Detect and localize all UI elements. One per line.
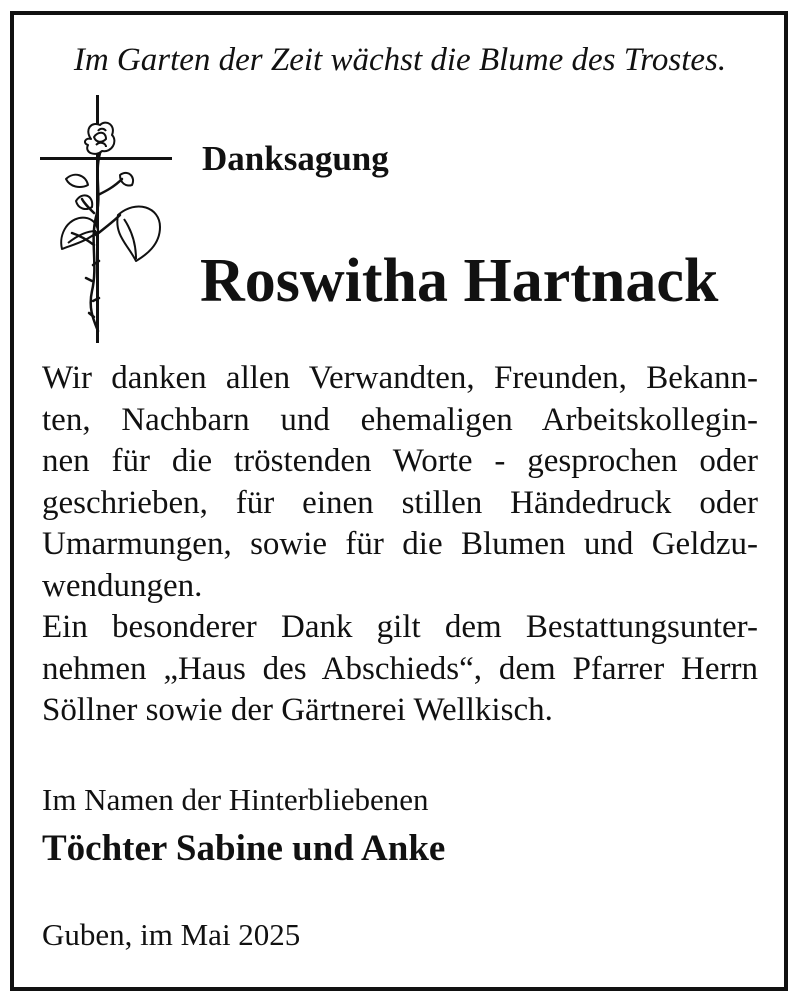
thank-you-text [42,358,758,732]
text-line: nen für die tröstenden Worte - gesprochen oder [42,443,758,479]
text-line: Umarmungen, sowie für die Blumen und Geldzu- [42,526,758,562]
cross-with-rose-icon [36,95,176,345]
closing-phrase: Im Namen der Hinterbliebenen [42,782,429,817]
text-line: wendungen. [42,567,203,604]
text-line: Ein besonderer Dank gilt dem Bestattungsunter- [42,609,758,645]
text-line: geschrieben, für einen stillen Händedruck oder [42,484,758,521]
deceased-name: Roswitha Hartnack [200,247,719,315]
place-and-date: Guben, im Mai 2025 [42,917,301,952]
motto-text: Im Garten der Zeit wächst die Blume des Trostes. [73,42,727,78]
text-line: Söllner sowie der Gärtnerei Wellkisch. [42,692,553,728]
text-line: ten, Nachbarn und ehemaligen Arbeitskollegin- [42,401,758,438]
heading-danksagung: Danksagung [202,139,389,178]
text-line: Wir danken allen Verwandten, Freunden, Bekann- [42,360,758,396]
text-line: nehmen „Haus des Abschieds“, dem Pfarrer Herrn [42,650,758,687]
signers-names: Töchter Sabine und Anke [42,828,446,869]
